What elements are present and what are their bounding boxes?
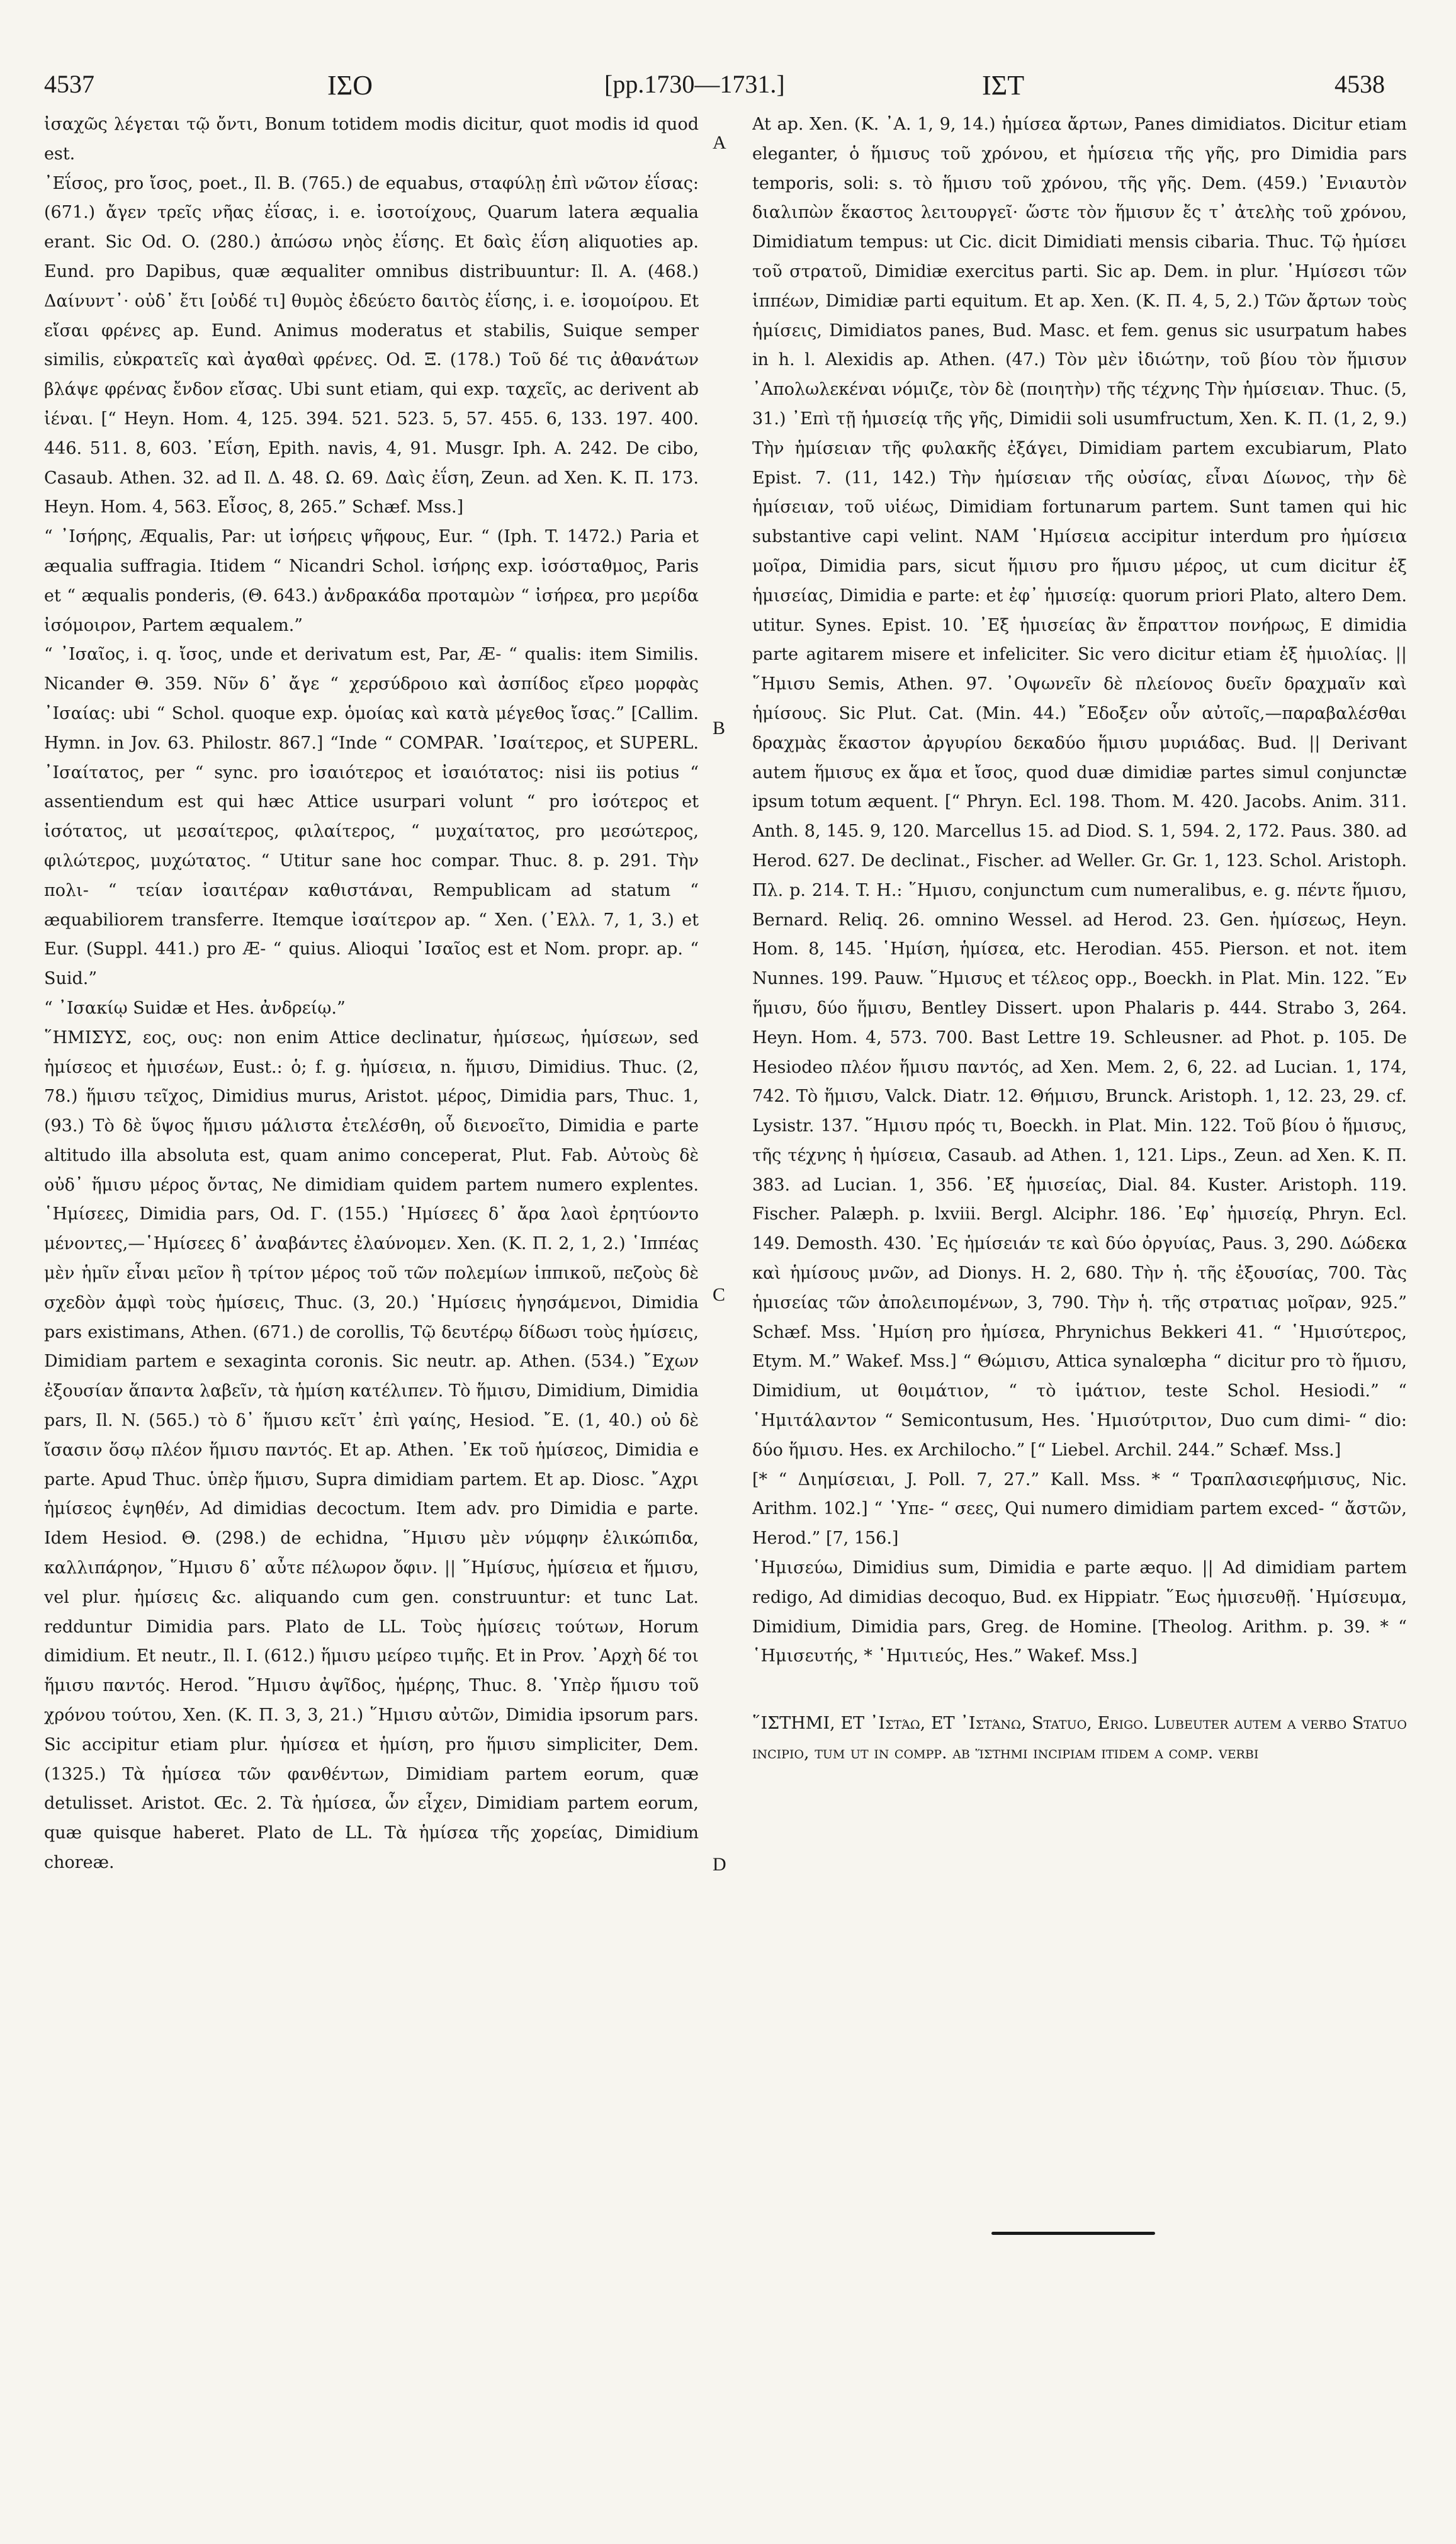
- section-divider-space: [752, 1671, 1407, 1709]
- right-page-number: 4538: [1335, 70, 1385, 98]
- entry-paragraph: [* “ Διημίσειαι, J. Poll. 7, 27.” Kall. Mss. * “ Τραπλασιεφήμισυς, Nic. Arithm. 102.] “ ῾Υπε- “ σεες, Qui numero dimidiam partem exced- “ ἄστῶν, Herod.” [7, 156.]: [752, 1469, 1407, 1549]
- entry-paragraph: ῾Ημισεύω, Dimidius sum, Dimidia e parte æquo. || Ad dimidiam partem redigo, Ad dimidias decoquo, Bud. ex Hippiatr. ῞Εως ἡμισευθῇ. ῾Ημίσευμα, Dimidium, Dimidia pars, Greg. de Homine. [Theolog. Arithm. p. 39. * “ ῾Ημισευτής, * ῾Ημιτιεύς, Hes.” Wakef. Mss.]: [752, 1558, 1407, 1666]
- left-column: [44, 110, 699, 2521]
- section-marker-c: C: [713, 1284, 726, 1305]
- entry-paragraph: ῞ΙΣΤΗΜΙ, ET ᾿Ιστάω, ET ᾿Ιστάνω, Statuo, Erigo. Lubeuter autem a verbo Statuo incipio, tum ut in compp. ab ἵστημι incipiam itidem a comp. verbi: [752, 1714, 1407, 1763]
- section-marker-b: B: [713, 718, 726, 738]
- entry-paragraph: “ ᾿Ισήρης, Æqualis, Par: ut ἰσήρεις ψῆφους, Eur. “ (Iph. T. 1472.) Paria et æqualia suffragia. Itidem “ Nicandri Schol. ἰσήρης exp. ἰσόσταθμος, Paris et “ æqualis ponderis, (Θ. 643.) ἀνδρακάδα προταμὼν “ ἰσήρεα, pro μερίδα ἰσόμοιρον, Partem æqualem.”: [44, 527, 699, 635]
- section-divider-rule: [991, 2232, 1155, 2235]
- section-marker-a: A: [713, 132, 726, 153]
- left-running-head: ΙΣΟ: [327, 70, 373, 101]
- left-page-number: 4537: [44, 70, 94, 98]
- entry-paragraph: “ ᾿Ισακίῳ Suidæ et Hes. ἀνδρείῳ.”: [44, 998, 346, 1018]
- section-marker-d: D: [713, 1854, 726, 1875]
- entry-paragraph: At ap. Xen. (K. ᾿A. 1, 9, 14.) ἡμίσεα ἄρτων, Panes dimidiatos. Dicitur etiam eleganter, ὁ ἥμισυς τοῦ χρόνου, et ἡμίσεια τῆς γῆς, pro Dimidia pars temporis, soli: s. τὸ ἥμισυ τοῦ χρόνου, τῆς γῆς. Dem. (459.) ᾿Ενιαυτὸν διαλιπὼν ἕκαστος λειτουργεῖ· ὥστε τὸν ἥμισυν ἔς τ᾽ ἀτελὴς τοῦ χρόνου, Dimidiatum tempus: ut Cic. dicit Dimidiati mensis cibaria. Thuc. Τῷ ἡμίσει τοῦ στρατοῦ, Dimidiæ exercitus parti. Sic ap. Dem. in plur. ῾Ημίσεσι τῶν ἱππέων, Dimidiæ parti equitum. Et ap. Xen. (K. Π. 4, 5, 2.) Τῶν ἄρτων τοὺς ἡμίσεις, Dimidiatos panes, Bud. Masc. et fem. genus sic usurpatum habes in h. l. Alexidis ap. Athen. (47.) Τὸν μὲν ἰδιώτην, τοῦ βίου τὸν ἥμισυν ᾿Απολωλεκέναι νόμιζε, τὸν δὲ (ποιητὴν) τῆς τέχνης Τὴν ἡμίσειαν. Thuc. (5, 31.) ᾿Επὶ τῇ ἡμισείᾳ τῆς γῆς, Dimidii soli usumfructum, Xen. K. Π. (1, 2, 9.) Τὴν ἡμίσειαν τῆς φυλακῆς ἐξάγει, Dimidiam partem excubiarum, Plato Epist. 7. (11, 142.) Τὴν ἡμίσειαν τῆς οὐσίας, εἶναι Δίωνος, τὴν δὲ ἡμίσειαν, τοῦ υἱέως, Dimidiam fortunarum partem. Sunt tamen qui hic substantive capi velint. NAM ῾Ημίσεια accipitur interdum pro ἡμίσεια μοῖρα, Dimidia pars, sicut ἥμισυ pro ἥμισυ μέρος, ut cum dicitur ἐξ ἡμισείας, Dimidia e parte: et ἐφ᾽ ἡμισείᾳ: quorum priori Plato, altero Dem. utitur. Synes. Epist. 10. ᾿Εξ ἡμισείας ἂν ἔπραττον πονήρως, E dimidia parte agitarem misere et infeliciter. Sic vero dicitur etiam ἐξ ἡμιολίας. || ῞Ημισυ Semis, Athen. 97. ᾿Οψωνεῖν δὲ πλείονος δυεῖν δραχμαῖν καὶ ἡμίσους. Sic Plut. Cat. (Min. 44.) ῎Εδοξεν οὖν αὐτοῖς,—παραβαλέσθαι δραχμὰς ἕκαστον ἀργυρίου δεκαδύο ἥμισυ μυριάδας. Bud. || Derivant autem ἥμισυς ex ἅμα et ἴσος, quod duæ dimidiæ partes simul conjunctæ ipsum totum æquent. [“ Phryn. Ecl. 198. Thom. M. 420. Jacobs. Anim. 311. Anth. 8, 145. 9, 120. Marcellus 15. ad Diod. S. 1, 594. 2, 172. Paus. 380. ad Herod. 627. De declinat., Fischer. ad Weller. Gr. Gr. 1, 123. Schol. Aristoph. Πλ. p. 214. T. H.: ῞Ημισυ, conjunctum cum numeralibus, e. g. πέντε ἥμισυ, Bernard. Reliq. 26. omnino Wessel. ad Herod. 23. Gen. ἡμίσεως, Heyn. Hom. 8, 145. ῾Ημίση, ἡμίσεα, etc. Herodian. 455. Pierson. et not. item Nunnes. 199. Pauw. ῞Ημισυς et τέλεος opp., Boeckh. in Plat. Min. 122. ῞Εν ἥμισυ, δύο ἥμισυ, Bentley Dissert. upon Phalaris p. 444. Strabo 3, 264. Heyn. Hom. 4, 573. 700. Bast Lettre 19. Schleusner. ad Phot. p. 105. De Hesiodeo πλέον ἥμισυ παντός, ad Xen. Mem. 2, 6, 22. ad Lucian. 1, 174, 742. Τὸ ἥμισυ, Valck. Diatr. 12. Θήμισυ, Brunck. Aristoph. 1, 12. 23, 29. cf. Lysistr. 137. ῞Ημισυ πρός τι, Boeckh. in Plat. Min. 122. Τοῦ βίου ὁ ἥμισυς, τῆς τέχνης ἡ ἡμίσεια, Casaub. ad Athen. 1, 121. Lips., Zeun. ad Xen. K. Π. 383. ad Lucian. 1, 356. ᾿Εξ ἡμισείας, Dial. 84. Kuster. Aristoph. 119. Fischer. Palæph. p. lxviii. Bergl. Alciphr. 186. ᾿Εφ᾽ ἡμισείᾳ, Phryn. Ecl. 149. Demosth. 430. ᾿Ες ἡμίσειάν τε καὶ δύο ὀργυίας, Paus. 3, 290. Δώδεκα καὶ ἡμίσους μνῶν, ad Dionys. H. 2, 680. Τὴν ἡ. τῆς ἐξουσίας, 700. Τὰς ἡμισείας τῶν ἀπολειπομένων, 3, 790. Τὴν ἡ. τῆς στρατιας μοῖραν, 925.” Schæf. Mss. ῾Ημίση pro ἡμίσεα, Phrynichus Bekkeri 41. “ ῾Ημισύτερος, Etym. M.” Wakef. Mss.] “ Θώμισυ, Attica synalœpha “ dicitur pro τὸ ἥμισυ, Dimidium, ut θοιμάτιον, “ τὸ ἱμάτιον, teste Schol. Hesiodi.” “ ῾Ημιτάλαντον “ Semicontusum, Hes. ῾Ημισύτριτον, Duo cum dimi- “ dio: δύο ἥμισυ. Hes. ex Archilocho.” [“ Liebel. Archil. 244.” Schæf. Mss.]: [752, 115, 1407, 1460]
- page-range: [pp.1730—1731.]: [604, 70, 785, 98]
- right-running-head: ΙΣΤ: [982, 70, 1025, 101]
- entry-paragraph: ᾿Εΐσος, pro ἴσος, poet., Il. B. (765.) de equabus, σταφύλῃ ἐπὶ νῶτον ἐΐσας: (671.) ἄγεν τρεῖς νῆας ἐΐσας, i. e. ἰσοτοίχους, Quarum latera æqualia erant. Sic Od. O. (280.) ἀπώσω νηὸς ἐΐσης. Et δαὶς ἐΐση aliquoties ap. Eund. pro Dapibus, quæ æqualiter omnibus distribuuntur: Il. A. (468.) Δαίνυντ᾽· οὐδ᾽ ἔτι [οὐδέ τι] θυμὸς ἐδεύετο δαιτὸς ἐΐσης, i. e. ἰσομοίρου. Et εἴσαι φρένες ap. Eund. Animus moderatus et stabilis, Suique semper similis, εὐκρατεῖς καὶ ἀγαθαὶ φρένες. Od. Ξ. (178.) Τοῦ δέ τις ἀθανάτων βλάψε φρένας ἔνδον εἴσας. Ubi sunt etiam, qui exp. ταχεῖς, ac derivent ab ἰέναι. [“ Heyn. Hom. 4, 125. 394. 521. 523. 5, 57. 455. 6, 133. 197. 400. 446. 511. 8, 603. ᾿Εΐση, Epith. navis, 4, 91. Musgr. Iph. A. 242. De cibo, Casaub. Athen. 32. ad Il. Δ. 48. Ω. 69. Δαὶς ἐΐση, Zeun. ad Xen. K. Π. 173. Heyn. Hom. 4, 563. Εἶσος, 8, 265.” Schæf. Mss.]: [44, 173, 699, 517]
- entry-paragraph: “ ᾿Ισαῖος, i. q. ἴσος, unde et derivatum est, Par, Æ- “ qualis: item Similis. Nicander Θ. 359. Νῦν δ᾽ ἄγε “ χερσύδροιο καὶ ἀσπίδος εἴρεο μορφὰς ᾿Ισαίας: ubi “ Schol. quoque exp. ὁμοίας καὶ κατὰ μέγεθος ἴσας.” [Callim. Hymn. in Jov. 63. Philostr. 867.] “Inde “ COMPAR. ᾿Ισαίτερος, et SUPERL. ᾿Ισαίτατος, per “ sync. pro ἰσαιότερος et ἰσαιότατος: nisi iis potius “ assentiendum est qui hæc Attice usurpari volunt “ pro ἰσότερος et ἰσότατος, ut μεσαίτερος, φιλαίτερος, “ μυχαίτατος, pro μεσώτερος, φιλώτερος, μυχώτατος. “ Utitur sane hoc compar. Thuc. 8. p. 291. Τὴν πολι- “ τείαν ἰσαιτέραν καθιστάναι, Rempublicam ad statum “ æquabiliorem transferre. Itemque ἰσαίτερον ap. “ Xen. (᾿Ελλ. 7, 1, 3.) et Eur. (Suppl. 441.) pro Æ- “ quius. Alioqui ᾿Ισαῖος est et Nom. propr. ap. “ Suid.”: [44, 645, 699, 989]
- entry-paragraph: ῞ΗΜΙΣΥΣ, εος, ους: non enim Attice declinatur, ἡμίσεως, ἡμίσεων, sed ἡμίσεος et ἡμισέων, Eust.: ὁ; f. g. ἡμίσεια, n. ἥμισυ, Dimidius. Thuc. (2, 78.) ἥμισυ τεῖχος, Dimidius murus, Aristot. μέρος, Dimidia pars, Thuc. 1, (93.) Τὸ δὲ ὕψος ἥμισυ μάλιστα ἐτελέσθη, οὗ διενοεῖτο, Dimidia e parte altitudo illa absoluta est, quam animo conceperat, Plut. Fab. Αὐτοὺς δὲ οὐδ᾽ ἥμισυ μέρος ὄντας, Ne dimidiam quidem partem numero explentes. ῾Ημίσεες, Dimidia pars, Od. Γ. (155.) ῾Ημίσεες δ᾽ ἄρα λαοὶ ἐρητύοντο μένοντες,—῾Ημίσεες δ᾽ ἀναβάντες ἐλαύνομεν. Xen. (K. Π. 2, 1, 2.) ῾Ιππέας μὲν ἡμῖν εἶναι μεῖον ἢ τρίτον μέρος τοῦ τῶν πολεμίων ἱππικοῦ, πεζοὺς δὲ σχεδὸν ἀμφὶ τοὺς ἡμίσεις, Thuc. (3, 20.) ῾Ημίσεις ἡγησάμενοι, Dimidia pars existimans, Athen. (671.) de corollis, Τῷ δευτέρῳ δίδωσι τοὺς ἡμίσεις, Dimidiam partem e sexaginta coronis. Sic neutr. ap. Athen. (534.) ῎Εχων ἐξουσίαν ἅπαντα λαβεῖν, τὰ ἡμίση κατέλιπεν. Τὸ ἥμισυ, Dimidium, Dimidia pars, Il. N. (565.) τὸ δ᾽ ἥμισυ κεῖτ᾽ ἐπὶ γαίης, Hesiod. ῎E. (1, 40.) οὐ δὲ ἴσασιν ὅσῳ πλέον ἥμισυ παντός. Et ap. Athen. ᾿Εκ τοῦ ἡμίσεος, Dimidia e parte. Apud Thuc. ὑπὲρ ἥμισυ, Supra dimidiam partem. Et ap. Diosc. ῎Αχρι ἡμίσεος ἑψηθέν, Ad dimidias decoctum. Item adv. pro Dimidia e parte. Idem Hesiod. Θ. (298.) de echidna, ῞Ημισυ μὲν νύμφην ἑλικώπιδα, καλλιπάρηον, ῞Ημισυ δ᾽ αὖτε πέλωρον ὄφιν. || ῞Ημίσυς, ἡμίσεια et ἥμισυ, vel plur. ἡμίσεις &c. aliquando cum gen. construuntur: et tunc Lat. redduntur Dimidia pars. Plato de LL. Τοὺς ἡμίσεις τούτων, Horum dimidium. Et neutr., Il. I. (612.) ἥμισυ μείρεο τιμῆς. Et in Prov. ᾿Αρχὴ δέ τοι ἥμισυ παντός. Herod. ῞Ημισυ ἀψῖδος, ἡμέρης, Thuc. 8. ῾Υπὲρ ἥμισυ τοῦ χρόνου τούτου, Xen. (K. Π. 3, 3, 21.) ῞Ημισυ αὐτῶν, Dimidia ipsorum pars. Sic accipitur etiam plur. ἡμίσεα et ἡμίση, pro ἥμισυ simpliciter, Dem. (1325.) Τὰ ἡμίσεα τῶν φανθέντων, Dimidiam partem eorum, quæ detulisset. Aristot. Œc. 2. Τὰ ἡμίσεα, ὧν εἶχεν, Dimidiam partem eorum, quæ quisque haberet. Plato de LL. Τὰ ἡμίσεα τῆς χορείας, Dimidium choreæ.: [44, 1027, 699, 1873]
- right-column: [752, 110, 1407, 2521]
- entry-paragraph: ἰσαχῶς λέγεται τῷ ὄντι, Bonum totidem modis dicitur, quot modis id quod est.: [44, 115, 699, 164]
